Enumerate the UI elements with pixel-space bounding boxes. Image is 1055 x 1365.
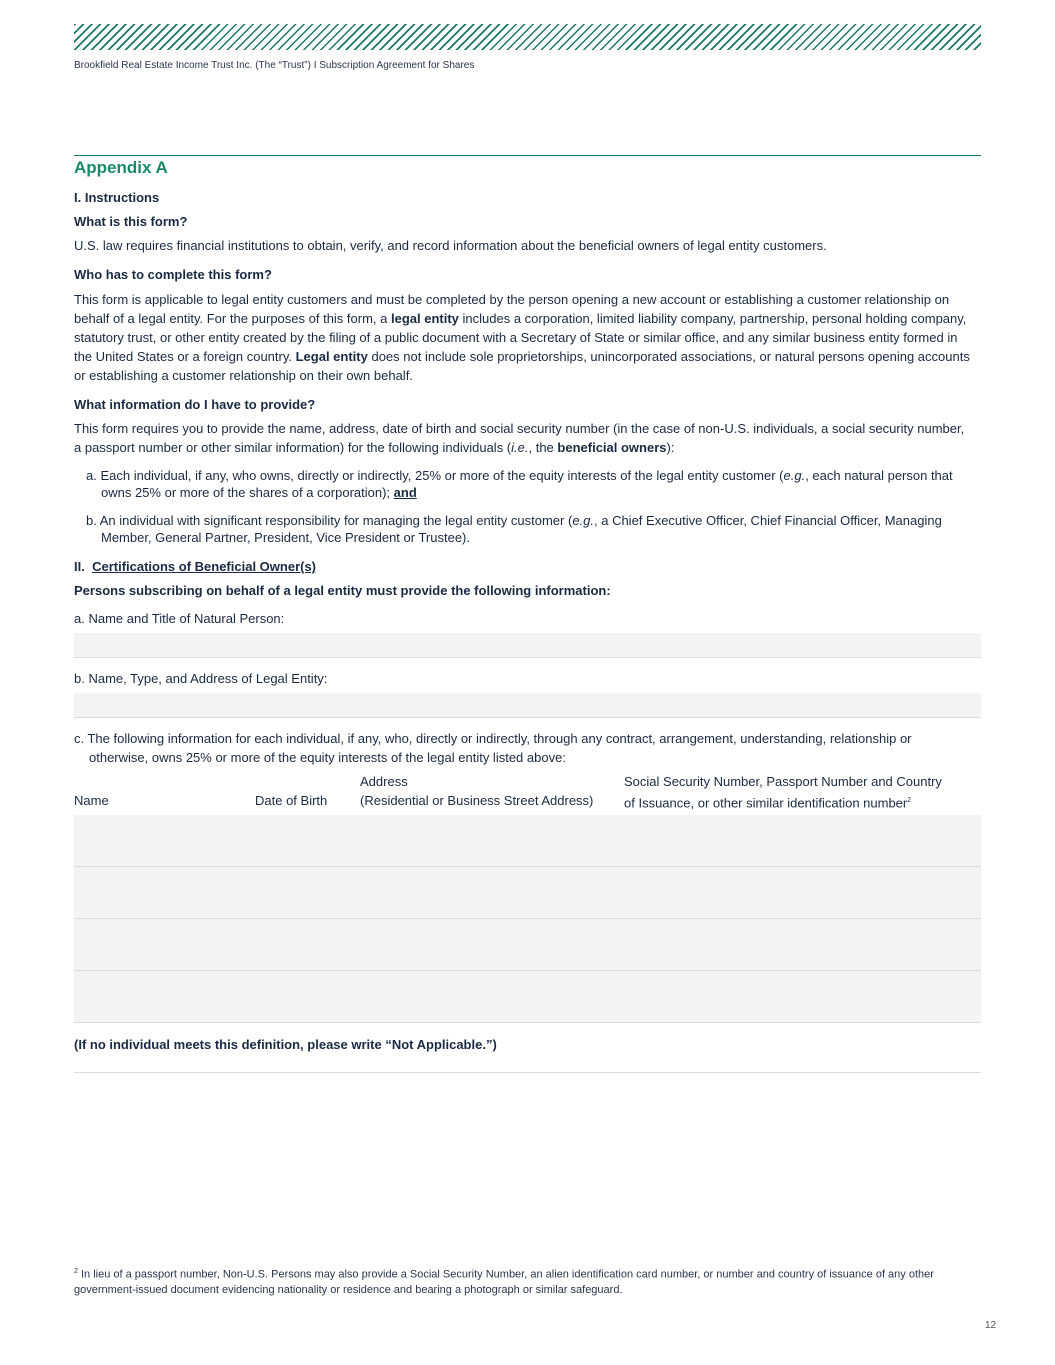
label-beneficial-owners: c. The following information for each individual, if any, who, directly or indirectly, through any contract, arrangement, understanding, relationship or otherwise, owns 25% or more of the equity interests of the legal entity listed above: [74, 731, 912, 765]
running-header: Brookfield Real Estate Income Trust Inc. (The “Trust”) I Subscription Agreement for Shares [74, 60, 475, 71]
beneficial-owner-row[interactable] [74, 815, 981, 867]
bottom-divider [74, 1072, 981, 1073]
not-applicable-note: (If no individual meets this definition, please write “Not Applicable.”) [74, 1037, 497, 1052]
beneficial-owner-row[interactable] [74, 919, 981, 971]
column-header-name: Name [74, 793, 109, 808]
question-what-information: What information do I have to provide? [74, 397, 316, 412]
label-natural-person: a. Name and Title of Natural Person: [74, 611, 285, 626]
answer-who-completes: This form is applicable to legal entity customers and must be completed by the person opening a new account or establishing a customer relationship on behalf of a legal entity. For the purposes of this form, a legal entity includes a corporation, limited liability company, partnership, personal holding company, statutory trust, or other entity created by the filing of a public document with a Secretary of State or similar office, and any similar business entity formed in the United States or a foreign country. Legal entity does not include sole proprietorships, unincorporated associations, or natural persons opening accounts or establishing a customer relationship on their own behalf. [74, 292, 970, 383]
section-divider [74, 155, 981, 156]
list-item-b: b. An individual with significant responsibility for managing the legal entity customer (e.g., a Chief Executive Officer, Chief Financial Officer, Managing Member, General Partner, President, Vice President or Trustee). [86, 513, 942, 545]
appendix-title: Appendix A [74, 158, 168, 177]
page-number: 12 [985, 1320, 997, 1331]
list-item-a: a. Each individual, if any, who owns, directly or indirectly, 25% or more of the equity interests of the legal entity customer (e.g., each natural person that owns 25% or more of the shares of a corporation); and [86, 468, 953, 500]
beneficial-owner-row[interactable] [74, 971, 981, 1023]
footnote: $^2$ In lieu of a passport number, Non-U.S. Persons may also provide a Social Security Number, an alien identification card number, or number and country of issuance of any other government-issued document evidencing nationality or residence and bearing a photograph or similar safeguard. [74, 1268, 934, 1296]
natural-person-field[interactable] [74, 633, 981, 658]
column-header-dob: Date of Birth [255, 793, 328, 808]
column-header-address: Address (Residential or Business Street Address) [360, 774, 594, 808]
question-who-completes: Who has to complete this form? [74, 267, 272, 282]
column-header-identification: Social Security Number, Passport Number and Country of Issuance, or other similar identification number$^2$ [624, 774, 942, 811]
beneficial-owner-row[interactable] [74, 867, 981, 919]
certifications-heading: II. Certifications of Beneficial Owner(s) [74, 559, 317, 574]
legal-entity-field[interactable] [74, 693, 981, 718]
certifications-intro: Persons subscribing on behalf of a legal entity must provide the following information: [74, 583, 611, 598]
label-legal-entity: b. Name, Type, and Address of Legal Entity: [74, 671, 328, 686]
header-hatch-band [74, 24, 981, 50]
answer-what-is-form: U.S. law requires financial institutions to obtain, verify, and record information about the beneficial owners of legal entity customers. [74, 238, 827, 253]
answer-what-information: This form requires you to provide the name, address, date of birth and social security number (in the case of non-U.S. individuals, a social security number, a passport number or other similar information) for the following individuals (i.e., the beneficial owners): [74, 421, 965, 455]
question-what-is-form: What is this form? [74, 214, 188, 229]
instructions-heading: I. Instructions [74, 190, 160, 205]
